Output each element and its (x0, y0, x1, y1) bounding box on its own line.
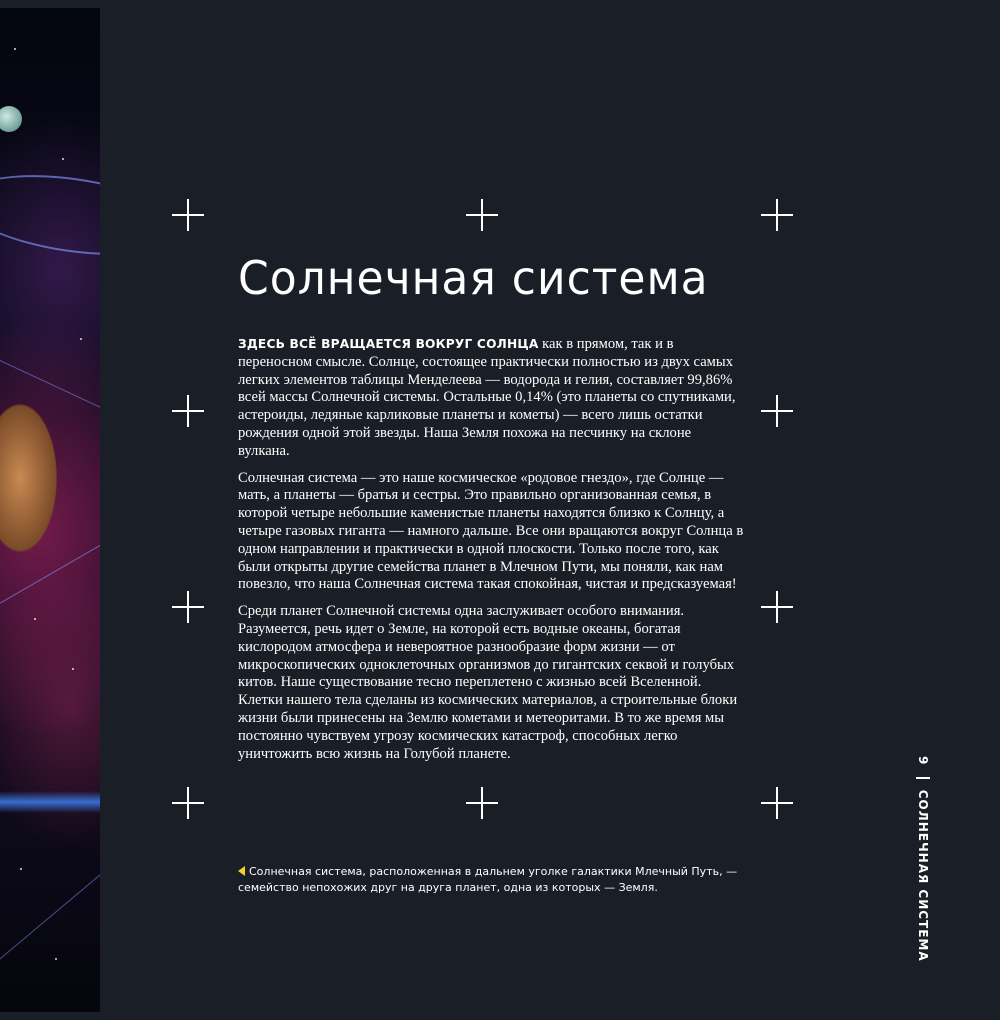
running-head-text: СОЛНЕЧНАЯ СИСТЕМА (916, 789, 930, 962)
star (80, 338, 82, 340)
crosshair-mark (466, 199, 498, 231)
orbit-line (0, 528, 100, 609)
page-number: 9 (916, 756, 930, 766)
crosshair-mark (761, 395, 793, 427)
image-caption (238, 864, 738, 896)
page-title: Солнечная система (238, 252, 709, 306)
star (20, 868, 22, 870)
crosshair-mark (172, 787, 204, 819)
orbit-band (0, 791, 100, 813)
orbit-line (0, 857, 100, 961)
orbit-line (0, 354, 100, 423)
running-head (916, 756, 930, 962)
orbit-ring (0, 163, 100, 267)
caption-arrow-icon (238, 866, 245, 876)
star (62, 158, 64, 160)
solar-system-photo-strip (0, 8, 100, 1012)
paragraph-3: Среди планет Солнечной системы одна заслуживает особого внимания. Разумеется, речь идет о Земле, на которой есть водные океаны, богатая кислородом атмосфера и невероятное разнообразие форм жизни — от микроскопических одноклеточных организмов до гигантских секвой и голубых китов. Наше существование тесно переплетено с жизнью всей Вселенной. Клетки нашего тела сделаны из космических материалов, а строительные блоки жизни были принесены на Землю кометами и метеоритами. В то же время мы постоянно чувствуем угрозу космических катастроф, способных легко уничтожить всю жизнь на Голубой планете. (238, 603, 738, 762)
crosshair-mark (172, 199, 204, 231)
uranus-planet (0, 106, 22, 132)
crosshair-mark (761, 199, 793, 231)
star (14, 48, 16, 50)
caption-text: Солнечная система, расположенная в дальнем уголке галактики Млечный Путь, — семейство непохожих друг на друга планет, одна из которых — Земля. (238, 865, 738, 894)
paragraph-1 (238, 336, 744, 461)
crosshair-mark (466, 787, 498, 819)
lead-in: ЗДЕСЬ ВСЁ ВРАЩАЕТСЯ ВОКРУГ СОЛНЦА (238, 337, 539, 351)
crosshair-mark (761, 787, 793, 819)
paragraph-1-text: как в прямом, так и в переносном смысле. Солнце, состоящее практически полностью из двух самых легких элементов таблицы Менделеева — водорода и гелия, составляет 99,86% всей массы Солнечной системы. Остальные 0,14% (это планеты со спутниками, астероиды, ледяные карликовые планеты и кометы) — всего лишь остатки рождения одной этой звезды. Наша Земля похожа на песчинку на склоне вулкана. (238, 336, 736, 459)
crosshair-mark (761, 591, 793, 623)
separator (916, 777, 930, 779)
crosshair-mark (172, 395, 204, 427)
star (55, 958, 57, 960)
star (34, 618, 36, 620)
paragraph-2: Солнечная система — это наше космическое «родовое гнездо», где Солнце — мать, а планеты — братья и сестры. Это правильно организованная семья, в которой четыре небольшие каменистые планеты находятся близко к Солнцу, а четыре газовых гиганта — намного дальше. Все они вращаются вокруг Солнца в одном направлении и практически в одной плоскости. Только после того, как были открыты другие семейства планет в Млечном Пути, мы поняли, как нам повезло, что наша Солнечная система такая спокойная, чистая и предсказуемая! (238, 469, 744, 593)
star (72, 668, 74, 670)
article-body (238, 336, 744, 772)
crosshair-mark (172, 591, 204, 623)
